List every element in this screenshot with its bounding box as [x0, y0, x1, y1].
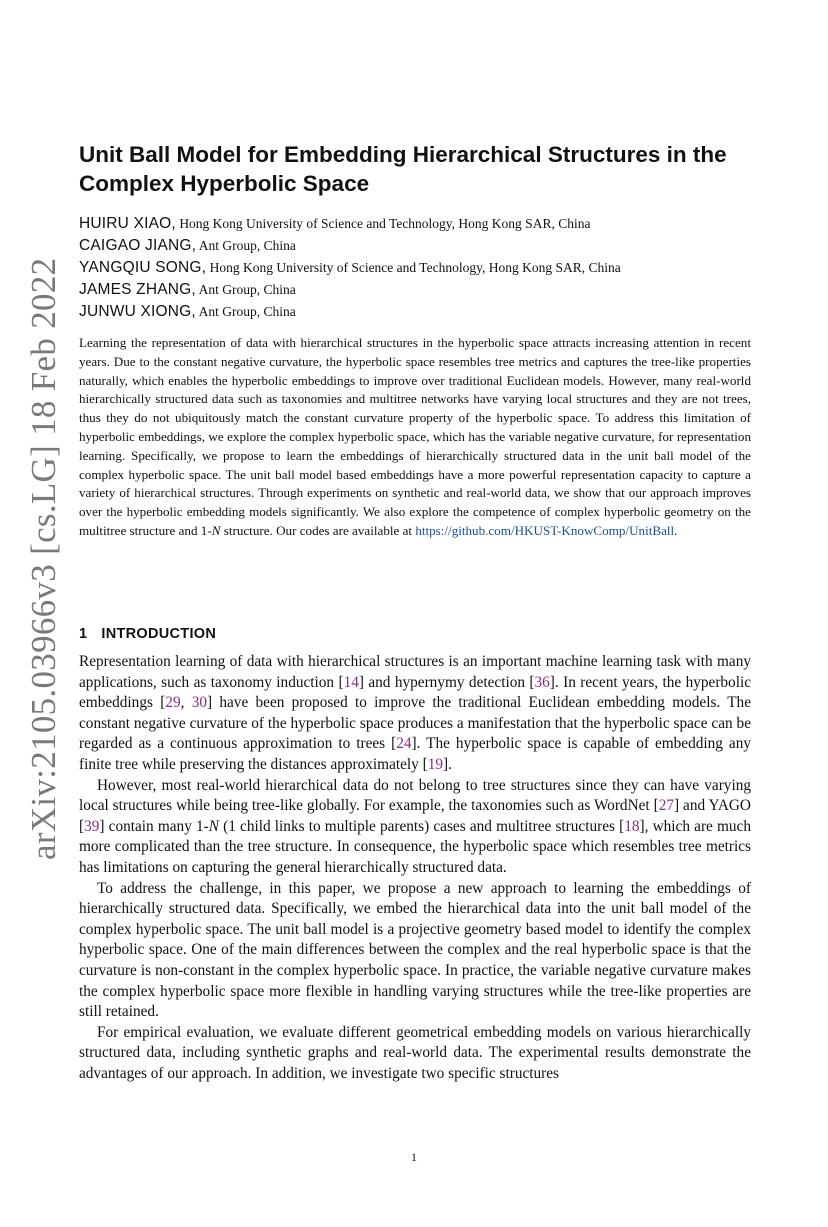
citation-link[interactable]: 18: [624, 817, 640, 835]
introduction-body: [79, 652, 751, 1084]
author-list: [79, 213, 779, 323]
body-paragraph: [79, 652, 751, 776]
abstract-variable-n: N: [211, 522, 221, 538]
citation-link[interactable]: 14: [343, 673, 359, 691]
paragraph-text: ,: [180, 694, 192, 712]
paragraph-text: Representation learning of data with hierarchical structures is an important machine learning task with many applications, such as taxonomy induction [: [79, 653, 751, 691]
paragraph-text: ], which are much more complicated than the tree structure. In consequence, the hyperbolic space which resembles tree metrics has limitations on capturing the general hierarchically structured data.: [79, 817, 751, 876]
code-repository-link[interactable]: https://github.com/HKUST-KnowComp/UnitBall: [415, 522, 675, 538]
author-affiliation: Ant Group, China: [195, 282, 296, 298]
paragraph-text: ].: [443, 755, 452, 773]
author-name: YANGQIU SONG,: [79, 259, 207, 277]
citation-link[interactable]: 27: [658, 797, 674, 815]
citation-link[interactable]: 30: [191, 694, 207, 712]
abstract-end: .: [674, 522, 678, 538]
citation-link[interactable]: 39: [84, 817, 100, 835]
section-title: INTRODUCTION: [101, 626, 217, 642]
author-entry: [79, 235, 779, 257]
paragraph-text: ]. In recent years, the hyperbolic embeddings [: [79, 673, 751, 712]
paragraph-text: ] and hypernymy detection [: [358, 673, 535, 691]
paragraph-text: ] have been proposed to improve the traditional Euclidean embedding models. The constant negative curvature of the hyperbolic space produces a manifestation that the hyperbolic space can be regarded as a continuous approximation to trees [: [79, 694, 751, 753]
abstract-text: Learning the representation of data with hierarchical structures in the hyperbolic space attracts increasing attention in recent years. Due to the constant negative curvature, the hyperbolic space resembles tree metrics and captures the tree-like properties naturally, which enables the hyperbolic embeddings to improve over traditional Euclidean models. However, many real-world hierarchically structured data such as taxonomies and multitree networks have varying local structures and they are not trees, thus they do not ubiquitously match the constant curvature property of the hyperbolic space. To address this limitation of hyperbolic embeddings, we explore the complex hyperbolic space, which has the variable negative curvature, for representation learning. Specifically, we propose to learn the embeddings of hierarchically structured data in the unit ball model of the complex hyperbolic space. The unit ball model based embeddings have a more powerful representation capacity to capture a variety of hierarchical structures. Through experiments on synthetic and real-world data, we show that our approach improves over the hyperbolic embedding models significantly. We also explore the competence of complex hyperbolic geometry on the multitree structure and 1-: [79, 335, 751, 538]
citation-link[interactable]: 29: [165, 694, 181, 712]
paragraph-text: For empirical evaluation, we evaluate different geometrical embedding models on various hierarchically structured data, including synthetic graphs and real-world data. The experimental results demonstrate the advantages of our approach. In addition, we investigate two specific structures: [79, 1023, 751, 1082]
arxiv-identifier: arXiv:2105.03966v3 [cs.LG] 18 Feb 2022: [24, 257, 63, 860]
section-number: 1: [79, 626, 88, 642]
page-number: 1: [411, 1150, 417, 1164]
section-heading: [79, 626, 216, 642]
body-paragraph: [79, 1023, 751, 1085]
abstract: [79, 334, 751, 541]
citation-link[interactable]: 36: [534, 673, 550, 691]
author-name: JUNWU XIONG,: [79, 303, 196, 321]
author-name: JAMES ZHANG,: [79, 281, 196, 299]
body-paragraph: [79, 776, 751, 879]
math-variable: N: [208, 817, 219, 835]
citation-link[interactable]: 19: [427, 755, 444, 773]
paragraph-text: ]. The hyperbolic space is capable of embedding any finite tree while preserving the distances approximately [: [79, 735, 751, 773]
paragraph-text: ] contain many 1-: [99, 817, 209, 835]
paragraph-text: To address the challenge, in this paper, we propose a new approach to learning the embeddings of hierarchically structured data. Specifically, we embed the hierarchical data into the unit ball model of the complex hyperbolic space. The unit ball model is a projective geometry based model to identify the complex hyperbolic space. One of the main differences between the complex and the real hyperbolic space is that the curvature is non-constant in the complex hyperbolic space. In practice, the variable negative curvature makes the complex hyperbolic space more flexible in handling varying structures while the tree-like properties are still retained.: [79, 879, 751, 1021]
author-affiliation: Ant Group, China: [196, 238, 296, 254]
paragraph-text: (1 child links to multiple parents) cases and multitree structures [: [218, 817, 625, 835]
abstract-text-continued: structure. Our codes are available at: [220, 522, 416, 538]
author-entry: [79, 279, 779, 301]
author-name: HUIRU XIAO,: [79, 215, 176, 232]
author-name: CAIGAO JIANG,: [79, 237, 197, 255]
citation-link[interactable]: 24: [396, 735, 412, 753]
author-affiliation: Ant Group, China: [195, 304, 296, 320]
paper-title: Unit Ball Model for Embedding Hierarchical Structures in the Complex Hyperbolic Space: [79, 142, 727, 196]
paragraph-text: ] and YAGO [: [79, 797, 751, 835]
author-entry: [79, 301, 779, 323]
author-entry: [79, 257, 779, 279]
paragraph-text: However, most real-world hierarchical data do not belong to tree structures since they can have varying local structures while being tree-like globally. For example, the taxonomies such as WordNet [: [79, 776, 751, 815]
author-affiliation: Hong Kong University of Science and Technology, Hong Kong SAR, China: [175, 216, 591, 231]
author-affiliation: Hong Kong University of Science and Technology, Hong Kong SAR, China: [206, 260, 621, 276]
author-entry: [79, 213, 779, 235]
body-paragraph: [79, 879, 751, 1023]
